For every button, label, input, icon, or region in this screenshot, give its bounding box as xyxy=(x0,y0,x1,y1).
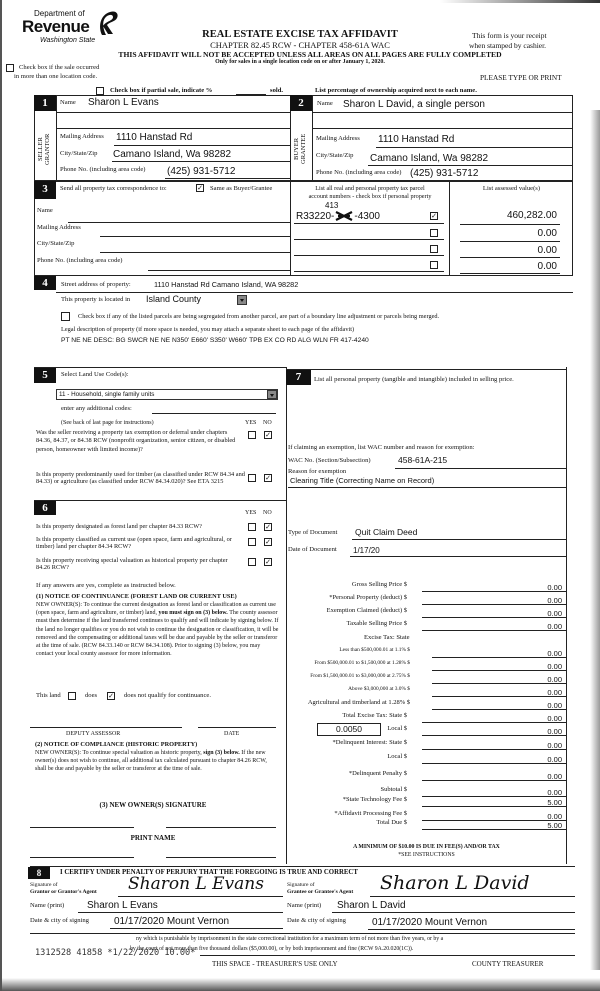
q5-timber-no[interactable] xyxy=(264,474,272,482)
does-not-label: does not qualify for continuance. xyxy=(124,692,211,699)
minimum-due-note: A MINIMUM OF $10.00 IS DUE IN FEE(S) AND/OR TAX xyxy=(353,844,500,850)
county-treasurer-label: COUNTY TREASURER xyxy=(472,960,544,968)
new-owner-signature-label: (3) NEW OWNER(S) SIGNATURE xyxy=(99,801,207,809)
land-use-title: Select Land Use Code(s): xyxy=(61,371,129,378)
segregate-checkbox[interactable] xyxy=(61,312,70,321)
completion-warning: THIS AFFIDAVIT WILL NOT BE ACCEPTED UNLESS ALL AREAS ON ALL PAGES ARE FULLY COMPLETED xyxy=(118,50,502,59)
buyer-mailing-label: Mailing Address xyxy=(316,135,360,142)
personal-property-field[interactable]: 0.00 xyxy=(547,596,562,605)
partial-sale-checkbox[interactable] xyxy=(96,87,104,95)
treasurer-use-only: THIS SPACE - TREASURER'S USE ONLY xyxy=(212,960,338,968)
parcel-header: List all real and personal property tax parcel account numbers - check box if personal property xyxy=(308,185,432,200)
form-title: REAL ESTATE EXCISE TAX AFFIDAVIT xyxy=(202,29,398,40)
logo-state: Washington State xyxy=(40,37,96,44)
land-does-qualify-checkbox[interactable] xyxy=(68,692,76,700)
tax-row-subtotal: Subtotal $ 0.00 xyxy=(282,786,572,798)
assessed-header: List assessed value(s) xyxy=(482,185,541,192)
dor-swoosh-icon xyxy=(96,9,120,37)
land-use-select[interactable]: 11 - Household, single family units xyxy=(56,389,278,400)
assessed-value-field[interactable]: 460,282.00 xyxy=(506,210,557,221)
please-type: PLEASE TYPE OR PRINT xyxy=(480,73,562,82)
personal-property-checkbox[interactable] xyxy=(430,229,438,237)
q6-forest-yes[interactable] xyxy=(248,523,256,531)
s6-yes-header: YES xyxy=(245,510,257,516)
wac-field[interactable]: 458-61A-215 xyxy=(398,455,448,465)
multi-location-checkbox[interactable] xyxy=(6,64,14,72)
seller-name-field[interactable]: Sharon L Evans xyxy=(88,97,159,108)
tax-row-delinquent-state: *Delinquent Interest: State $ 0.00 xyxy=(282,739,572,751)
multi-location-label-2: in more than one location code. xyxy=(14,73,98,80)
same-as-buyer-label: Same as Buyer/Grantee xyxy=(210,185,273,192)
seller-mailing-label: Mailing Address xyxy=(60,133,104,140)
tax-calculation xyxy=(282,581,572,841)
grantor-name-print-field[interactable]: Sharon L Evans xyxy=(87,900,158,911)
corr-name-label: Name xyxy=(37,207,53,214)
if-yes-note: If any answers are yes, complete as instructed below. xyxy=(36,582,176,589)
q6-historic-no[interactable] xyxy=(264,558,272,566)
grantee-signature[interactable]: Sharon L David xyxy=(380,872,530,894)
ownership-note: List percentage of ownership acquired next to each name. xyxy=(315,87,477,94)
print-name-line-2[interactable] xyxy=(166,857,276,858)
buyer-city-field[interactable]: Camano Island, Wa 98282 xyxy=(370,153,489,164)
does-label: does xyxy=(85,692,98,699)
parcel-strikeout xyxy=(334,211,354,221)
print-name-label: PRINT NAME xyxy=(130,834,176,842)
notice2-body: NEW OWNER(S): To continue special valuation as historic property, sign (3) below. If the new owner(s) does not wish to continue, all additional tax calculated pursuant to chapter 84.26 RCW, shall be due and payable by the seller or transferor at the time of sale. xyxy=(35,750,267,772)
doc-type-field[interactable]: Quit Claim Deed xyxy=(355,527,418,537)
corr-phone-label: Phone No. (including area code) xyxy=(37,257,123,264)
tax-row-taxable: Taxable Selling Price $ 0.00 xyxy=(282,620,572,632)
seller-name-label: Name xyxy=(60,99,76,106)
county-select[interactable]: Island County xyxy=(146,294,202,304)
section-1-badge: 1 xyxy=(34,95,56,111)
q5-timber-text: Is this property predominantly used for timber (as classified under RCW 84.34 and 84.33) or agriculture (as classified under RCW 84.34.020)? See ETA 3215 xyxy=(36,471,245,485)
doc-date-field[interactable]: 1/17/20 xyxy=(353,546,380,555)
tax-row-local: Local $ 0.00 xyxy=(282,725,572,737)
print-name-line-1[interactable] xyxy=(30,857,134,858)
tax-row-gross: Gross Selling Price $ 0.00 xyxy=(282,581,572,593)
section-5-badge: 5 xyxy=(34,368,56,383)
doc-type-label: Type of Document xyxy=(288,529,338,536)
buyer-name-label: Name xyxy=(317,100,333,107)
reason-label: Reason for exemption xyxy=(288,468,347,475)
seller-phone-label: Phone No. (including area code) xyxy=(60,166,146,173)
buyer-grantee-label: BUYER GRANTEE xyxy=(293,133,307,165)
land-does-not-qualify-checkbox[interactable] xyxy=(107,692,115,700)
page-top-shadow xyxy=(440,0,600,3)
buyer-name-field[interactable]: Sharon L David, a single person xyxy=(343,99,485,110)
q6-historic-text: Is this property receiving special valuation as historical property per chapter 84.26 RCW? xyxy=(36,557,228,571)
logo-name: Revenue xyxy=(22,17,90,36)
form-subtitle: CHAPTER 82.45 RCW - CHAPTER 458-61A WAC xyxy=(210,40,390,50)
q6-historic-yes[interactable] xyxy=(248,558,256,566)
bracket-row: From $1,500,000.01 to $3,000,000 at 2.75% $ 0.00 xyxy=(282,673,572,685)
assessed-value-field[interactable]: 0.00 xyxy=(537,228,557,239)
yes-header: YES xyxy=(245,420,257,426)
q6-current-use-no[interactable] xyxy=(264,538,272,546)
grantor-name-print-label: Name (print) xyxy=(30,902,65,909)
section-3-badge: 3 xyxy=(34,181,56,199)
seller-mailing-field[interactable]: 1110 Hanstad Rd xyxy=(116,132,193,143)
tax-row-tech-fee: *State Technology Fee $ 5.00 xyxy=(282,796,572,808)
assessed-value-field[interactable]: 0.00 xyxy=(537,245,557,256)
perjury-notice-1: ny which is punishable by imprisonment in the state correctional institution for a maximum term of not more than five years, or by a xyxy=(136,936,444,942)
seller-phone-field[interactable]: (425) 931-5712 xyxy=(167,166,236,177)
tax-row-total-due: Total Due $ 5.00 xyxy=(282,819,572,831)
q5-exemption-no[interactable] xyxy=(264,431,272,439)
parcel-number-field[interactable]: R33220- -4300 xyxy=(296,211,380,222)
notice1-title: (1) NOTICE OF CONTINUANCE (FOREST LAND OR CURRENT USE) xyxy=(36,593,237,600)
send-correspondence-label: Send all property tax correspondence to: xyxy=(60,185,167,192)
segregate-label: Check box if any of the listed parcels are being segregated from another parcel, are part of a boundary line adjustment or parcels being merged. xyxy=(78,313,440,320)
deputy-assessor-label: DEPUTY ASSESSOR xyxy=(66,731,121,737)
personal-property-checkbox[interactable] xyxy=(430,261,438,269)
taxable-price-field[interactable]: 0.00 xyxy=(547,622,562,631)
see-instructions-note: *SEE INSTRUCTIONS xyxy=(398,852,455,858)
q6-forest-no[interactable] xyxy=(264,523,272,531)
street-address-label: Street address of property: xyxy=(61,281,131,288)
section-6-badge: 6 xyxy=(34,501,56,515)
section-4-badge: 4 xyxy=(34,276,56,290)
grantee-name-print-field[interactable]: Sharon L David xyxy=(337,900,406,911)
q6-current-use-text: Is this property classified as current use (open space, farm and agricultural, or timber) land per chapter 84.34 RCW? xyxy=(36,536,232,550)
tax-row-delinquent-local: Local $ 0.00 xyxy=(282,753,572,765)
section-2-badge: 2 xyxy=(290,95,312,111)
grantor-date-city-label: Date & city of signing xyxy=(30,917,89,924)
assessor-date-label: DATE xyxy=(224,731,240,737)
assessed-value-field[interactable]: 0.00 xyxy=(537,261,557,272)
buyer-phone-label: Phone No. (including area code) xyxy=(316,169,402,176)
bracket-row: Above $3,000,000 at 3.0% $ 0.00 xyxy=(282,686,572,698)
bracket-row: Agricultural and timberland at 1.28% $ 0.00 xyxy=(282,699,572,711)
bracket-row: From $500,000.01 to $1,500,000 at 1.28% $ 0.00 xyxy=(282,660,572,672)
no-header: NO xyxy=(263,420,272,426)
s6-no-header: NO xyxy=(263,510,272,516)
excise-state-label: Excise Tax: State xyxy=(364,634,410,641)
q5-exemption-yes[interactable] xyxy=(248,431,256,439)
additional-codes-label: enter any additional codes: xyxy=(61,405,132,412)
perjury-notice-2: by the court of not more than five thousand dollars ($5,000.00), or by both imprisonment and fine (RCW 9A.20.020(1C)). xyxy=(130,946,414,952)
gross-selling-price-field[interactable]: 0.00 xyxy=(547,583,562,592)
treasurer-stamp: 1312528 41858 *1/22/2020 10.00* xyxy=(35,948,196,958)
receipt-note-2: when stamped by cashier. xyxy=(469,41,547,50)
tax-row-exemption: Exemption Claimed (deduct) $ 0.00 xyxy=(282,607,572,619)
local-rate-field[interactable]: 0.0050 xyxy=(317,723,381,736)
personal-property-checkbox[interactable] xyxy=(430,245,438,253)
tax-row-processing-fee: *Affidavit Processing Fee $ 0.00 xyxy=(282,810,572,822)
doc-date-label: Date of Document xyxy=(288,546,337,553)
tax-row-personal: *Personal Property (deduct) $ 0.00 xyxy=(282,594,572,606)
claiming-exemption-label: If claiming an exemption, list WAC number and reason for exemption: xyxy=(288,444,475,451)
reason-field[interactable]: Clearing Title (Correcting Name on Record) xyxy=(290,476,435,485)
bracket-row: Less than $500,000.01 at 1.1% $ 0.00 xyxy=(282,647,572,659)
additional-codes-input[interactable] xyxy=(152,413,276,414)
q6-forest-text: Is this property designated as forest land per chapter 84.33 RCW? xyxy=(36,523,202,530)
partial-sale-label: Check box if partial sale, indicate % xyxy=(110,87,213,94)
seller-grantor-label: SELLER GRANTOR xyxy=(37,133,51,165)
this-land-label: This land xyxy=(36,692,61,699)
same-as-buyer-checkbox[interactable] xyxy=(196,184,204,192)
new-owner-signature-line-1[interactable] xyxy=(30,827,134,828)
county-dropdown-button[interactable] xyxy=(237,295,247,305)
notice1-body: NEW OWNER(S): To continue the current designation as forest land or classification as current use (open space, farm and agriculture, or timber) land, you must sign on (3) below. The county assessor must then determine if the land transferred continues to qualify and will indicate by signing below. If the land no longer qualifies or you do not wish to continue the designation or classification, it will be removed and the compensating or additional taxes will be due and payable by the seller or transferor at the time of sale. (RCW 84.33.140 or RCW 84.34.108). Prior to signing (3) below, you may contact your local county assessor for more information. xyxy=(36,602,279,658)
receipt-note-1: This form is your receipt xyxy=(472,31,547,40)
tax-row-total-state: Total Excise Tax: State $ 0.00 xyxy=(282,712,572,724)
q6-current-use-yes[interactable] xyxy=(248,538,256,546)
dor-logo xyxy=(22,8,132,48)
tax-row-penalty: *Delinquent Penalty $ 0.00 xyxy=(282,770,572,782)
new-owner-signature-line-2[interactable] xyxy=(166,827,276,828)
grantor-sig-label: Signature of Grantor or Grantor's Agent xyxy=(30,882,97,895)
seller-city-label: City/State/Zip xyxy=(60,150,98,157)
parcel-correction: 413 xyxy=(325,201,339,210)
grantor-date-city-field[interactable]: 01/17/2020 Mount Vernon xyxy=(114,916,230,927)
buyer-mailing-field[interactable]: 1110 Hanstad Rd xyxy=(378,134,455,145)
only-for-note: Only for sales in a single location code on or after January 1, 2020. xyxy=(215,59,385,65)
section-7-badge: 7 xyxy=(286,370,311,385)
partial-sale-sold: sold. xyxy=(270,87,284,94)
seller-city-field[interactable]: Camano Island, Wa 98282 xyxy=(113,149,232,160)
q5-exemption-text: Was the seller receiving a property tax exemption or deferral under chapters 84.36, 84.37, or 84.38 RCW (nonprofit organization, senior citizen, or disabled person, homeowner with limited income)? xyxy=(36,429,236,453)
grantee-sig-label: Signature of Grantee or Grantee's Agent xyxy=(287,882,354,895)
certify-statement: I CERTIFY UNDER PENALTY OF PERJURY THAT THE FOREGOING IS TRUE AND CORRECT xyxy=(60,869,358,876)
buyer-city-label: City/State/Zip xyxy=(316,152,354,159)
page-right-edge xyxy=(590,110,600,970)
notice2-title: (2) NOTICE OF COMPLIANCE (HISTORIC PROPERTY) xyxy=(35,741,198,748)
located-in-label: This property is located in xyxy=(61,296,131,303)
grantee-name-print-label: Name (print) xyxy=(287,902,322,909)
legal-desc-field[interactable]: PT NE NE DESC: BG SWCR NE NE N350' E660' S350' W660' TPB EX CO RD ALG WLN FR 417-4240 xyxy=(61,337,369,344)
corr-city-label: City/State/Zip xyxy=(37,240,75,247)
q5-timber-yes[interactable] xyxy=(248,474,256,482)
land-use-dropdown-button[interactable] xyxy=(267,390,277,399)
see-back-note: (See back of last page for instructions) xyxy=(61,420,154,426)
buyer-phone-field[interactable]: (425) 931-5712 xyxy=(410,168,479,179)
personal-property-title: List all personal property (tangible and intangible) included in selling price. xyxy=(314,376,514,383)
section-8-badge: 8 xyxy=(28,867,50,879)
exemption-claimed-field[interactable]: 0.00 xyxy=(547,609,562,618)
multi-location-label-1: Check box if the sale occurred xyxy=(19,64,100,71)
page-bottom-edge xyxy=(0,978,600,991)
grantee-date-city-field[interactable]: 01/17/2020 Mount Vernon xyxy=(372,917,488,928)
grantee-date-city-label: Date & city of signing xyxy=(287,917,346,924)
logo-dept: Department of xyxy=(34,9,85,18)
page-left-edge xyxy=(0,0,2,991)
wac-label: WAC No. (Section/Subsection) xyxy=(288,457,371,464)
legal-desc-label: Legal description of property (if more space is needed, you may attach a separate sheet to each page of the affidavit) xyxy=(61,326,355,333)
corr-mailing-label: Mailing Address xyxy=(37,224,81,231)
street-address-field[interactable]: 1110 Hanstad Rd Camano Island, WA 98282 xyxy=(154,280,299,289)
personal-property-checkbox[interactable] xyxy=(430,212,438,220)
grantor-signature[interactable]: Sharon L Evans xyxy=(128,874,264,894)
